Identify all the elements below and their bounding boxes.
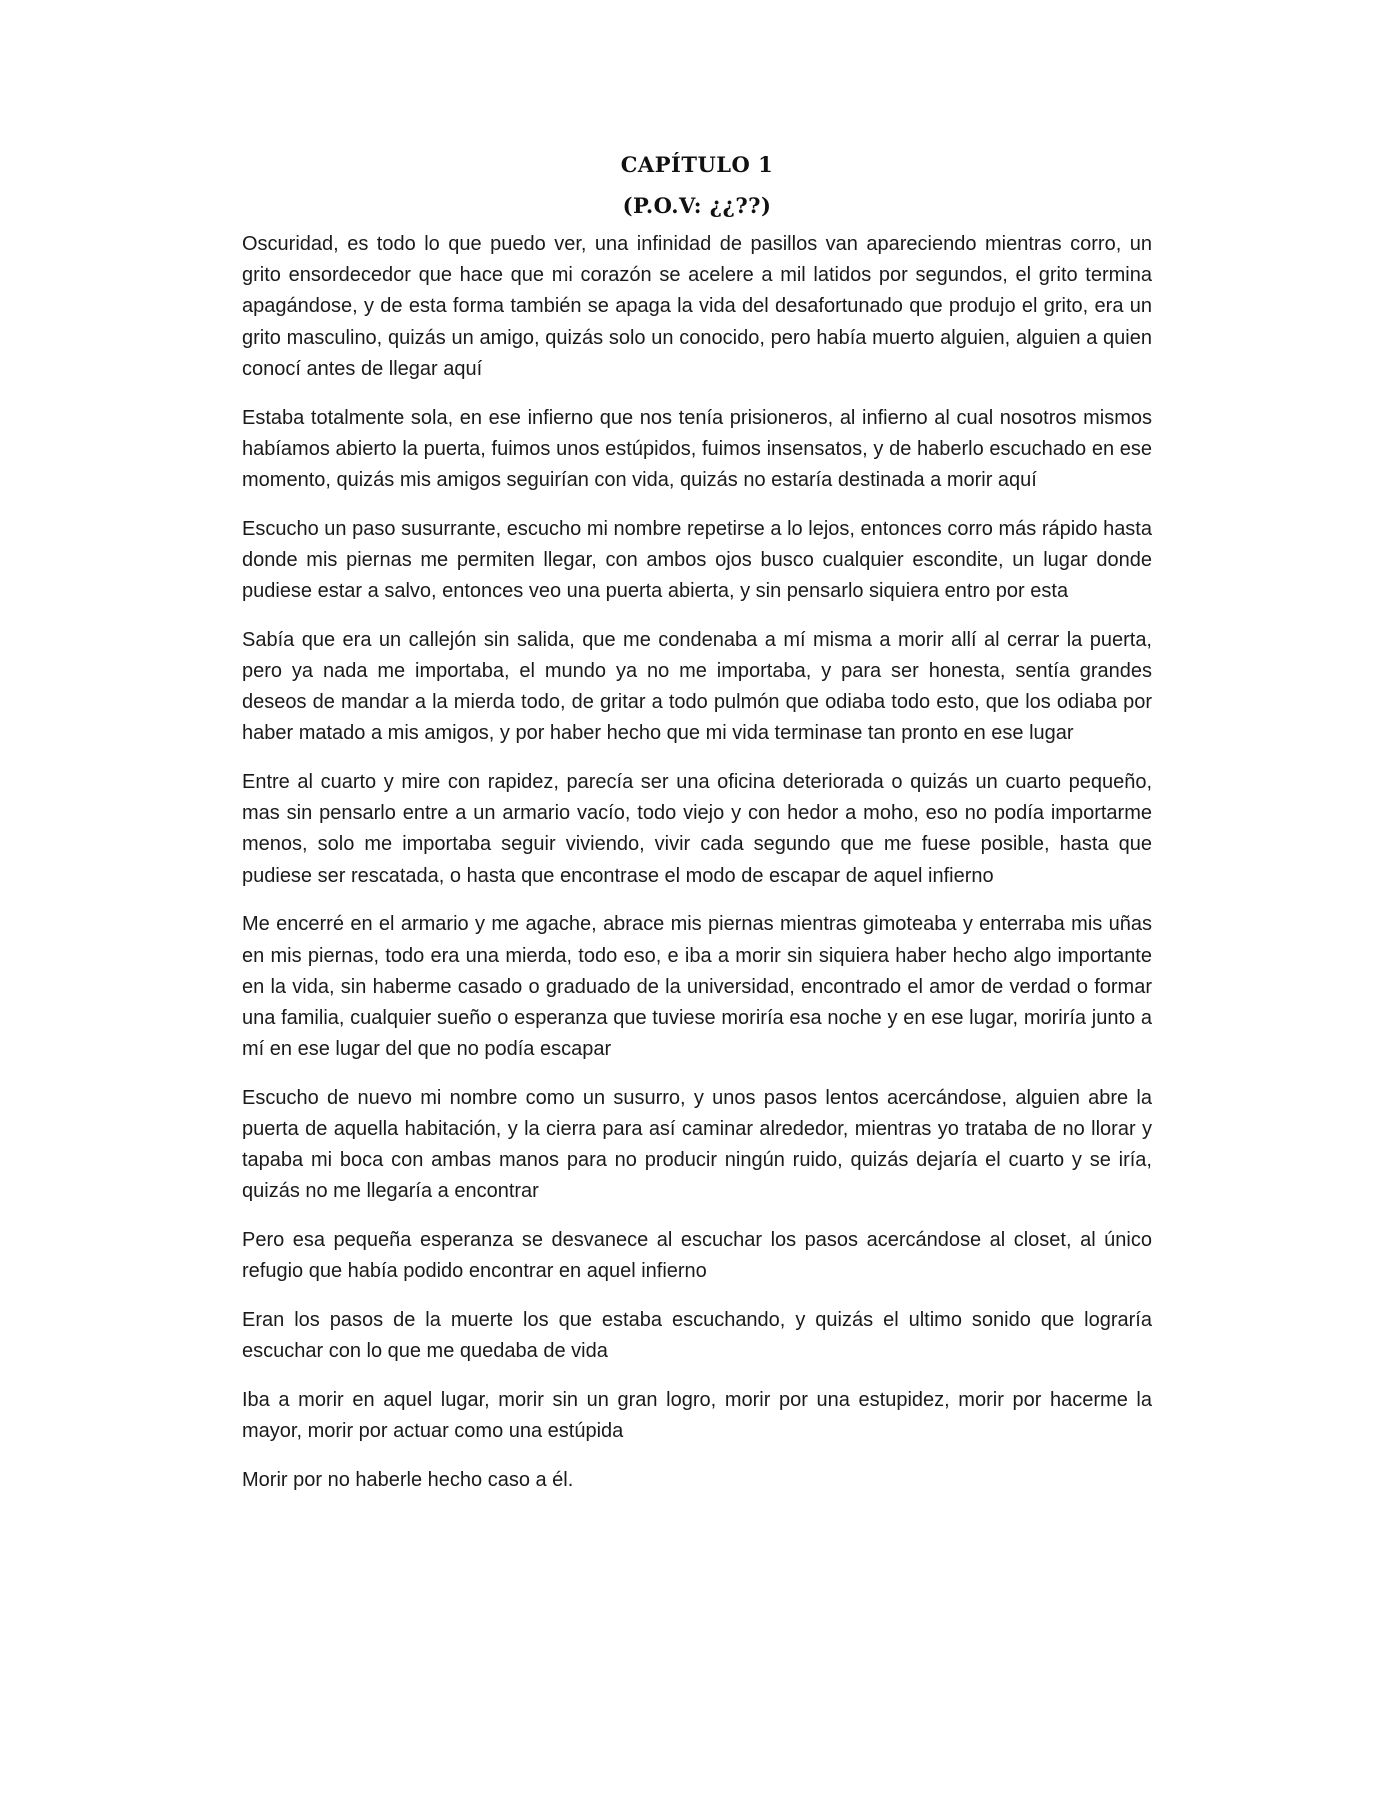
paragraph: Eran los pasos de la muerte los que estaba escuchando, y quizás el ultimo sonido que lograría escuchar con lo que me quedaba de vida [242,1309,1152,1363]
paragraph: Oscuridad, es todo lo que puedo ver, una infinidad de pasillos van apareciendo mientras corro, un grito ensordecedor que hace que mi corazón se acelere a mil latidos por segundos, el grito termina apagándose, y de esta forma también se apaga la vida del desafortunado que produjo el grito, era un grito masculino, quizás un amigo, quizás solo un conocido, pero había muerto alguien, alguien a quien conocí antes de llegar aquí [242,233,1152,380]
chapter-title: CAPÍTULO 1 [620,152,774,177]
chapter-subtitle: (P.O.V: ¿¿??) [622,193,772,218]
document-page [242,150,1152,1496]
paragraph: Me encerré en el armario y me agache, abrace mis piernas mientras gimoteaba y enterraba mis uñas en mis piernas, todo era una mierda, todo eso, e iba a morir sin siquiera haber hecho algo importante en la vida, sin haberme casado o graduado de la universidad, encontrado el amor de verdad o formar una familia, cualquier sueño o esperanza que tuviese moriría esa noche y en ese lugar, moriría junto a mí en ese lugar del que no podía escapar [242,913,1152,1061]
paragraph: Entre al cuarto y mire con rapidez, parecía ser una oficina deteriorada o quizás un cuarto pequeño, mas sin pensarlo entre a un armario vacío, todo viejo y con hedor a moho, eso no podía importarme menos, solo me importaba seguir viviendo, vivir cada segundo que me fuese posible, hasta que pudiese ser rescatada, o hasta que encontrase el modo de escapar de aquel infierno [242,771,1152,887]
paragraph: Estaba totalmente sola, en ese infierno que nos tenía prisioneros, al infierno al cual nosotros mismos habíamos abierto la puerta, fuimos unos estúpidos, fuimos insensatos, y de haberlo escuchado en ese momento, quizás mis amigos seguirían con vida, quizás no estaría destinada a morir aquí [242,406,1152,491]
paragraph: Escucho un paso susurrante, escucho mi nombre repetirse a lo lejos, entonces corro más rápido hasta donde mis piernas me permiten llegar, con ambos ojos busco cualquier escondite, un lugar donde pudiese estar a salvo, entonces veo una puerta abierta, y sin pensarlo siquiera entro por esta [242,517,1152,603]
paragraph: Sabía que era un callejón sin salida, que me condenaba a mí misma a morir allí al cerrar la puerta, pero ya nada me importaba, el mundo ya no me importaba, y para ser honesta, sentía grandes deseos de mandar a la mierda todo, de gritar a todo pulmón que odiaba todo esto, que los odiaba por haber matado a mis amigos, y por haber hecho que mi vida terminase tan pronto en ese lugar [242,628,1152,745]
chapter-body [242,229,1152,1496]
paragraph: Escucho de nuevo mi nombre como un susurro, y unos pasos lentos acercándose, alguien abre la puerta de aquella habitación, y la cierra para así caminar alrededor, mientras yo trataba de no llorar y tapaba mi boca con ambas manos para no producir ningún ruido, quizás dejaría el cuarto y se iría, quizás no me llegaría a encontrar [242,1086,1152,1203]
paragraph: Pero esa pequeña esperanza se desvanece al escuchar los pasos acercándose al closet, al único refugio que había podido encontrar en aquel infierno [242,1229,1152,1283]
paragraph: Iba a morir en aquel lugar, morir sin un gran logro, morir por una estupidez, morir por hacerme la mayor, morir por actuar como una estúpida [242,1389,1152,1443]
paragraph: Morir por no haberle hecho caso a él. [242,1468,574,1491]
